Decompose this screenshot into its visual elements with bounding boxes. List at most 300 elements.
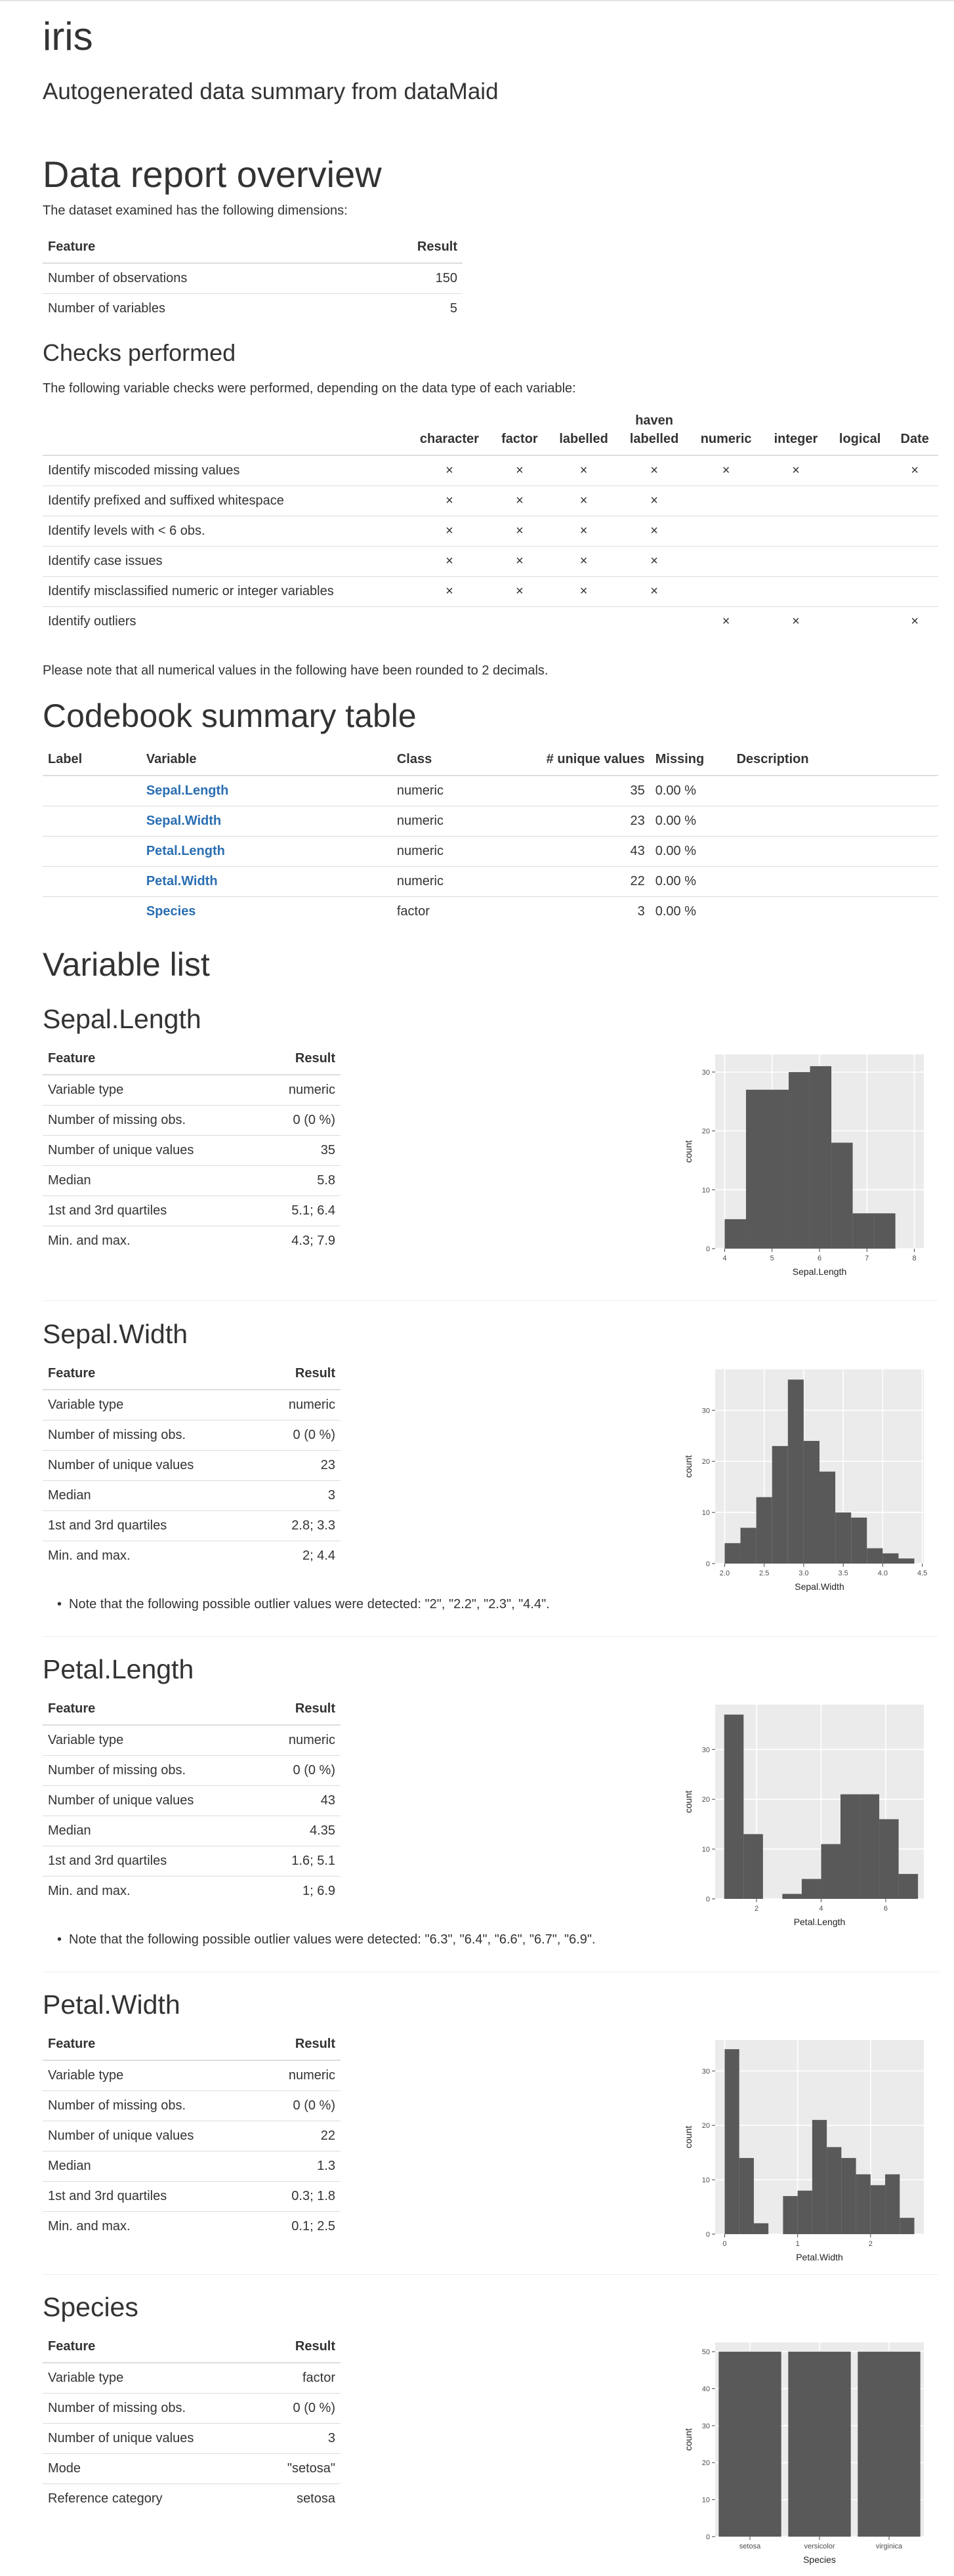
rounding-note: Please note that all numerical values in the following have been rounded to 2 decimals. <box>43 663 549 678</box>
summary-feature-cell: Number of missing obs. <box>43 1756 260 1786</box>
checks-header-integer: integer <box>763 411 829 455</box>
check-mark-cell: × <box>407 547 491 577</box>
y-tick-label: 0 <box>705 1245 710 1253</box>
outlier-note: • Note that the following possible outlier values were detected: "6.3", "6.4", "6.6", "6.7", "6.9". <box>69 1932 596 1947</box>
summary-feature-cell: Variable type <box>48 2371 124 2385</box>
check-mark-cell: × <box>792 463 800 478</box>
check-mark-cell: × <box>619 516 689 547</box>
description-cell <box>732 897 938 927</box>
description-cell <box>732 837 938 867</box>
summary-feature-cell: 1st and 3rd quartiles <box>43 2182 260 2212</box>
y-tick-label: 30 <box>701 1068 710 1077</box>
variable-link-petal-width[interactable]: Petal.Width <box>146 874 218 888</box>
check-name-cell: Identify prefixed and suffixed whitespace <box>43 486 407 516</box>
label-cell <box>43 897 141 927</box>
checks-header-logical: logical <box>829 411 892 455</box>
check-mark-cell <box>763 486 829 516</box>
summary-row <box>43 2454 341 2484</box>
check-mark-cell <box>763 577 829 607</box>
summary-result-cell: 5.1; 6.4 <box>260 1196 341 1226</box>
variable-link-sepal-length[interactable]: Sepal.Length <box>146 783 229 798</box>
codebook-row <box>43 806 938 837</box>
histogram-bar <box>812 2120 827 2234</box>
histogram-bar <box>798 2191 812 2234</box>
overview-feature-cell: Number of variables <box>43 294 356 324</box>
check-mark-cell <box>891 486 938 516</box>
y-axis-label: count <box>683 2125 694 2149</box>
x-axis-label: Petal.Length <box>793 1917 846 1927</box>
check-mark-cell: × <box>446 463 453 478</box>
summary-row <box>43 2121 341 2151</box>
histogram-bar <box>782 1894 802 1899</box>
check-mark-cell: × <box>491 547 548 577</box>
label-cell <box>43 776 141 806</box>
summary-header-result: Result <box>260 1049 341 1075</box>
histogram-bar <box>772 1446 788 1564</box>
y-tick-label: 30 <box>701 2067 710 2076</box>
check-mark-cell <box>829 516 892 547</box>
histogram-bar <box>899 1874 919 1899</box>
summary-row <box>43 1136 341 1166</box>
checks-row <box>43 607 938 637</box>
overview-row <box>43 263 463 294</box>
summary-row <box>43 1421 341 1451</box>
check-mark-cell: × <box>548 486 619 516</box>
summary-result-cell: setosa <box>259 2484 341 2514</box>
variable-summary-table-sepal-length <box>43 1049 341 1256</box>
check-mark-cell: × <box>763 607 829 637</box>
check-mark-cell <box>548 607 619 637</box>
check-mark-cell <box>689 516 763 547</box>
bar-setosa <box>718 2352 781 2537</box>
summary-result-cell: 0 (0 %) <box>260 1421 341 1451</box>
summary-result-cell: "setosa" <box>259 2454 341 2484</box>
check-mark-cell: × <box>516 463 524 478</box>
summary-result-cell: 0 (0 %) <box>260 2091 341 2121</box>
check-mark-cell: × <box>579 463 588 478</box>
y-tick-label: 10 <box>701 2496 710 2504</box>
variable-link-species[interactable]: Species <box>146 904 196 919</box>
overview-header-result: Result <box>356 238 463 263</box>
y-axis-label: count <box>683 1455 694 1478</box>
histogram-bar <box>841 2158 856 2234</box>
histogram-bar <box>819 1472 835 1564</box>
x-tick-label: 7 <box>865 1255 869 1262</box>
summary-row <box>43 2060 341 2091</box>
summary-result-cell: 1; 6.9 <box>260 1877 341 1907</box>
histogram-bar <box>840 1795 860 1899</box>
x-axis-label: Sepal.Width <box>795 1581 844 1592</box>
histogram-bar <box>860 1795 880 1899</box>
summary-result-cell: numeric <box>288 2068 335 2083</box>
variable-cell <box>141 867 392 897</box>
summary-result-cell: 3 <box>259 2424 341 2454</box>
section-divider <box>43 2274 938 2275</box>
histogram-bar <box>856 2174 871 2234</box>
class-cell: factor <box>392 897 530 927</box>
variable-summary-table-species <box>43 2337 341 2514</box>
description-cell <box>732 806 938 837</box>
histogram-bar <box>898 1558 914 1564</box>
x-tick-label: versicolor <box>804 2543 835 2550</box>
histogram-bar <box>810 1066 832 1249</box>
summary-feature-cell: Min. and max. <box>43 1541 260 1571</box>
summary-header-feature: Feature <box>43 2035 260 2060</box>
label-cell <box>43 806 141 837</box>
summary-result-cell: 0.1; 2.5 <box>260 2212 341 2242</box>
checks-header-character: character <box>407 411 491 455</box>
codebook-row <box>43 867 938 897</box>
summary-feature-cell: Variable type <box>48 1083 124 1097</box>
x-tick-label: 6 <box>817 1255 822 1262</box>
variable-heading-sepal-length: Sepal.Length <box>43 1004 201 1034</box>
overview-result-cell: 150 <box>435 271 457 285</box>
y-tick-label: 20 <box>701 2122 710 2130</box>
x-tick-label: 3.0 <box>798 1569 809 1577</box>
histogram-bar <box>804 1441 819 1564</box>
codebook-header-description: Description <box>732 750 938 776</box>
summary-result-cell: 3 <box>260 1481 341 1511</box>
check-name-cell: Identify levels with < 6 obs. <box>43 516 407 547</box>
variable-link-petal-length[interactable]: Petal.Length <box>146 844 225 858</box>
class-cell: numeric <box>392 867 530 897</box>
checks-header-numeric: numeric <box>689 411 763 455</box>
summary-row <box>43 1481 341 1511</box>
overview-table <box>43 238 463 323</box>
checks-row <box>43 516 938 547</box>
checks-table <box>43 411 938 636</box>
histogram-bar <box>724 1714 744 1899</box>
summary-row <box>43 1075 341 1106</box>
variable-summary-table-sepal-width <box>43 1364 341 1571</box>
variable-cell <box>141 776 392 806</box>
x-tick-label: 2 <box>868 2240 873 2248</box>
codebook-table <box>43 750 938 926</box>
summary-feature-cell: Number of unique values <box>43 1451 260 1481</box>
histogram-bar <box>741 1527 757 1564</box>
check-mark-cell: × <box>722 463 730 478</box>
check-mark-cell: × <box>491 577 548 607</box>
checks-row <box>43 486 938 516</box>
checks-header-haven-labelled: haven labelled <box>619 411 689 455</box>
overview-feature-cell: Number of observations <box>48 271 188 285</box>
overview-row <box>43 294 463 324</box>
summary-result-cell: 43 <box>260 1786 341 1816</box>
check-mark-cell: × <box>619 486 689 516</box>
summary-row <box>43 1846 341 1877</box>
x-tick-label: 6 <box>883 1905 888 1913</box>
summary-header-feature: Feature <box>43 1049 260 1075</box>
summary-header-feature: Feature <box>43 2337 259 2363</box>
overview-header-feature: Feature <box>43 238 356 263</box>
class-cell: numeric <box>392 837 530 867</box>
summary-feature-cell: Median <box>43 1481 260 1511</box>
summary-result-cell: 0.3; 1.8 <box>260 2182 341 2212</box>
check-mark-cell: × <box>548 516 619 547</box>
histogram-sepal-width <box>682 1367 926 1603</box>
histogram-bar <box>746 1090 768 1249</box>
summary-header-feature: Feature <box>43 1699 260 1725</box>
histogram-sepal-length <box>682 1052 926 1288</box>
checks-header-check <box>43 411 407 455</box>
histogram-bar <box>827 2147 841 2234</box>
check-mark-cell: × <box>911 463 919 478</box>
checks-row <box>43 547 938 577</box>
check-mark-cell <box>491 607 548 637</box>
summary-result-cell: 22 <box>260 2121 341 2151</box>
y-tick-label: 30 <box>701 1746 710 1755</box>
y-tick-label: 40 <box>701 2385 710 2394</box>
check-mark-cell <box>891 577 938 607</box>
summary-header-result: Result <box>260 2035 341 2060</box>
summary-result-cell: 4.3; 7.9 <box>260 1226 341 1257</box>
check-mark-cell: × <box>619 547 689 577</box>
summary-feature-cell: 1st and 3rd quartiles <box>43 1196 260 1226</box>
histogram-bar <box>885 2174 900 2234</box>
x-tick-label: 8 <box>912 1255 917 1262</box>
checks-header-factor: factor <box>491 411 548 455</box>
check-mark-cell: × <box>407 486 491 516</box>
check-mark-cell: × <box>689 607 763 637</box>
check-mark-cell: × <box>619 577 689 607</box>
label-cell <box>43 837 141 867</box>
variable-cell <box>141 897 392 927</box>
summary-result-cell: 0 (0 %) <box>260 1106 341 1136</box>
checks-header-labelled: labelled <box>548 411 619 455</box>
checks-row <box>43 455 938 486</box>
summary-result-cell: 0 (0 %) <box>260 1756 341 1786</box>
histogram-bar <box>783 2196 797 2234</box>
summary-feature-cell: Number of missing obs. <box>43 2091 260 2121</box>
x-tick-label: setosa <box>739 2543 761 2550</box>
check-mark-cell <box>891 547 938 577</box>
histogram-bar <box>788 1380 804 1564</box>
y-tick-label: 20 <box>701 1458 710 1466</box>
unique-values-cell: 43 <box>529 837 650 867</box>
x-tick-label: 4.5 <box>917 1569 928 1577</box>
x-tick-label: virginica <box>875 2543 903 2550</box>
codebook-heading: Codebook summary table <box>43 697 417 734</box>
summary-result-cell: numeric <box>288 1398 335 1412</box>
summary-feature-cell: 1st and 3rd quartiles <box>43 1846 260 1877</box>
check-name-cell: Identify case issues <box>43 547 407 577</box>
checks-header-date: Date <box>891 411 938 455</box>
summary-row <box>43 1196 341 1226</box>
check-mark-cell: × <box>548 547 619 577</box>
summary-row <box>43 1451 341 1481</box>
variable-summary-table-petal-length <box>43 1699 341 1906</box>
summary-row <box>43 1390 341 1421</box>
codebook-header-missing: Missing <box>650 750 732 776</box>
codebook-row <box>43 776 938 806</box>
variable-heading-species: Species <box>43 2292 138 2322</box>
variable-heading-petal-width: Petal.Width <box>43 1989 180 2020</box>
summary-feature-cell: Min. and max. <box>43 1877 260 1907</box>
histogram-bar <box>743 1834 763 1899</box>
report-subtitle: Autogenerated data summary from dataMaid <box>43 79 499 104</box>
codebook-row <box>43 837 938 867</box>
codebook-header-label: Label <box>43 750 141 776</box>
check-mark-cell <box>689 547 763 577</box>
summary-row <box>43 1786 341 1816</box>
summary-feature-cell: 1st and 3rd quartiles <box>43 1511 260 1541</box>
summary-result-cell: 5.8 <box>260 1166 341 1196</box>
summary-feature-cell: Min. and max. <box>43 2212 260 2242</box>
summary-row <box>43 2424 341 2454</box>
check-mark-cell: × <box>407 577 491 607</box>
summary-feature-cell: Reference category <box>43 2484 259 2514</box>
histogram-bar <box>757 1497 772 1564</box>
variable-heading-petal-length: Petal.Length <box>43 1654 194 1684</box>
x-tick-label: 2.0 <box>719 1569 730 1577</box>
y-axis-label: count <box>683 1140 694 1163</box>
missing-cell: 0.00 % <box>650 806 732 837</box>
check-mark-cell <box>829 486 892 516</box>
summary-feature-cell: Number of unique values <box>43 1786 260 1816</box>
x-tick-label: 4 <box>722 1255 727 1262</box>
unique-values-cell: 22 <box>529 867 650 897</box>
checks-intro: The following variable checks were performed, depending on the data type of each variable: <box>43 381 576 396</box>
check-mark-cell: × <box>548 577 619 607</box>
summary-feature-cell: Number of unique values <box>43 2121 260 2151</box>
y-tick-label: 0 <box>705 2231 710 2239</box>
histogram-bar <box>879 1819 899 1899</box>
summary-result-cell: factor <box>302 2371 335 2385</box>
class-cell: numeric <box>396 783 444 798</box>
histogram-bar <box>831 1143 853 1249</box>
variable-link-sepal-width[interactable]: Sepal.Width <box>146 814 222 828</box>
description-cell <box>732 867 938 897</box>
y-tick-label: 0 <box>705 2533 710 2541</box>
summary-result-cell: 1.3 <box>260 2151 341 2182</box>
variable-heading-sepal-width: Sepal.Width <box>43 1319 188 1349</box>
y-axis-label: count <box>683 2428 694 2451</box>
summary-row <box>43 1166 341 1196</box>
histogram-bar <box>789 1072 810 1249</box>
codebook-header-variable: Variable <box>141 750 392 776</box>
summary-result-cell: 1.6; 5.1 <box>260 1846 341 1877</box>
histogram-bar <box>724 2049 739 2234</box>
summary-result-cell: 35 <box>260 1136 341 1166</box>
codebook-header-unique-values: # unique values <box>529 750 650 776</box>
summary-feature-cell: Median <box>43 1816 260 1846</box>
check-mark-cell <box>891 516 938 547</box>
summary-feature-cell: Median <box>43 2151 260 2182</box>
y-tick-label: 0 <box>705 1896 710 1903</box>
check-mark-cell <box>829 577 892 607</box>
codebook-header-class: Class <box>392 750 530 776</box>
y-tick-label: 0 <box>705 1560 710 1568</box>
missing-cell: 0.00 % <box>650 897 732 927</box>
overview-intro: The dataset examined has the following dimensions: <box>43 203 348 218</box>
y-tick-label: 10 <box>701 1509 710 1518</box>
bar-versicolor <box>788 2352 850 2537</box>
variable-summary-table-petal-width <box>43 2035 341 2241</box>
summary-row <box>43 2484 341 2514</box>
summary-row <box>43 2151 341 2182</box>
outlier-note: • Note that the following possible outlier values were detected: "2", "2.2", "2.3", "4.4". <box>69 1597 550 1612</box>
x-axis-label: Species <box>803 2554 836 2565</box>
section-divider <box>43 1636 938 1637</box>
histogram-bar <box>874 1213 896 1249</box>
histogram-bar <box>882 1553 898 1564</box>
histogram-bar <box>867 1548 882 1564</box>
histogram-bar <box>900 2218 914 2234</box>
x-axis-label: Sepal.Length <box>792 1266 847 1277</box>
y-tick-label: 10 <box>701 1846 710 1854</box>
histogram-bar <box>768 1090 789 1249</box>
y-tick-label: 10 <box>701 2176 710 2185</box>
summary-feature-cell: Number of missing obs. <box>43 1421 260 1451</box>
summary-result-cell: 2; 4.4 <box>260 1541 341 1571</box>
summary-row <box>43 1877 341 1907</box>
missing-cell: 0.00 % <box>655 783 696 798</box>
summary-result-cell: numeric <box>288 1733 335 1747</box>
check-mark-cell <box>829 607 892 637</box>
x-tick-label: 4 <box>819 1905 823 1913</box>
x-tick-label: 5 <box>770 1255 774 1262</box>
x-axis-label: Petal.Width <box>796 2252 843 2262</box>
summary-row <box>43 2212 341 2242</box>
summary-feature-cell: Number of unique values <box>43 2424 259 2454</box>
check-name-cell: Identify outliers <box>43 607 407 637</box>
histogram-bar <box>871 2185 885 2234</box>
summary-row <box>43 2394 341 2424</box>
check-mark-cell: × <box>491 486 548 516</box>
unique-values-cell: 3 <box>529 897 650 927</box>
summary-feature-cell: Median <box>43 1166 260 1196</box>
summary-feature-cell: Variable type <box>48 1733 124 1747</box>
summary-row <box>43 1725 341 1756</box>
overview-result-cell: 5 <box>356 294 463 324</box>
section-divider <box>43 1300 938 1301</box>
y-tick-label: 30 <box>701 1407 710 1415</box>
check-name-cell: Identify miscoded missing values <box>48 463 240 478</box>
y-tick-label: 20 <box>701 2459 710 2468</box>
check-mark-cell: × <box>650 463 658 478</box>
bar-virginica <box>858 2352 920 2537</box>
histogram-bar <box>754 2223 768 2234</box>
varlist-heading: Variable list <box>43 946 210 983</box>
variable-cell <box>141 837 392 867</box>
overview-heading: Data report overview <box>43 154 382 195</box>
check-mark-cell: × <box>891 607 938 637</box>
summary-result-cell: 4.35 <box>260 1816 341 1846</box>
summary-row <box>43 1756 341 1786</box>
histogram-bar <box>724 1219 746 1249</box>
description-cell <box>732 776 938 806</box>
summary-feature-cell: Variable type <box>48 2068 124 2083</box>
codebook-row <box>43 897 938 927</box>
y-tick-label: 10 <box>701 1186 710 1195</box>
check-mark-cell <box>689 486 763 516</box>
check-mark-cell: × <box>407 516 491 547</box>
y-tick-label: 20 <box>701 1796 710 1804</box>
histogram-bar <box>835 1512 851 1564</box>
histogram-bar <box>724 1543 740 1564</box>
histogram-bar <box>821 1844 840 1899</box>
summary-row <box>43 2363 341 2394</box>
summary-feature-cell: Variable type <box>48 1398 124 1412</box>
check-mark-cell <box>689 577 763 607</box>
summary-row <box>43 1226 341 1257</box>
check-mark-cell <box>763 516 829 547</box>
check-mark-cell <box>829 547 892 577</box>
y-tick-label: 50 <box>701 2348 710 2357</box>
summary-feature-cell: Number of unique values <box>43 1136 260 1166</box>
summary-row <box>43 2182 341 2212</box>
histogram-species <box>682 2340 926 2576</box>
